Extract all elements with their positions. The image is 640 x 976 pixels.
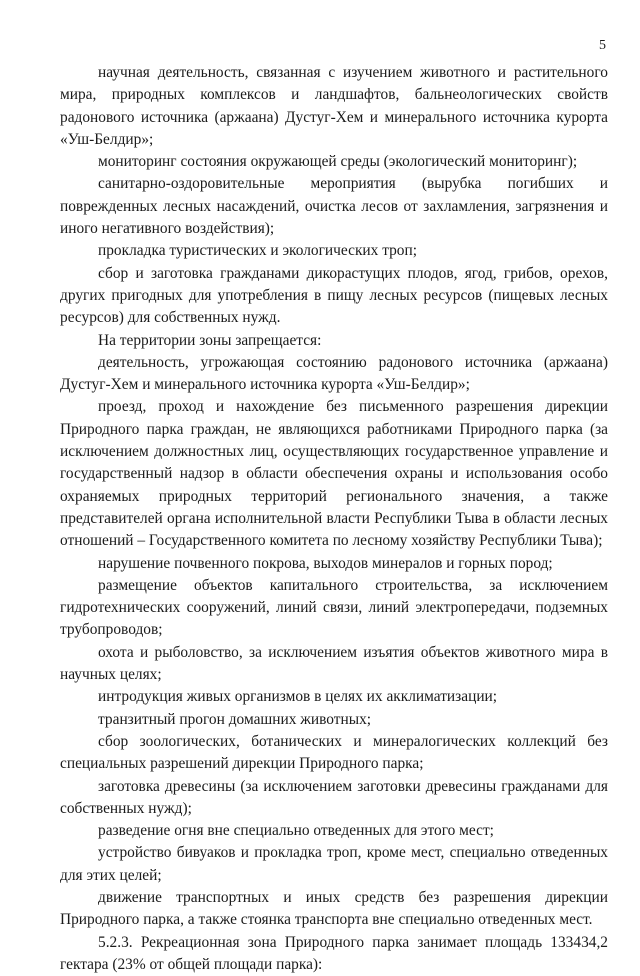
paragraph: транзитный прогон домашних животных; (98, 710, 372, 728)
paragraph: устройство бивуаков и прокладка троп, кроме мест, специально отведенных для этих целей; (60, 844, 608, 884)
paragraph: научная деятельность, связанная с изучением животного и растительного мира, природных комплексов и ландшафтов, бальнеологических свойств радонового источника (аржаана) Дустуг-Хем и минерального источника курорта «Уш-Белдир»; (60, 64, 608, 148)
paragraph: мониторинг состояния окружающей среды (экологический мониторинг); (98, 153, 578, 171)
paragraph: проезд, проход и нахождение без письменного разрешения дирекции Природного парка граждан, не являющихся работниками Природного парка (за исключением должностных лиц, осуществляющих государственное управление и государственный надзор в области обеспечения охраны и использования особо охраняемых природных территорий регионального значения, а также представителей органа исполнительной власти Республики Тыва в области лесных отношений – Государственного комитета по лесному хозяйству Республики Тыва); (60, 398, 608, 550)
paragraph: интродукция живых организмов в целях их акклиматизации; (98, 688, 498, 706)
paragraph: 5.2.3. Рекреационная зона Природного парка занимает площадь 133434,2 гектара (23% от общей площади парка): (60, 933, 608, 973)
page-number: 5 (599, 38, 606, 53)
paragraph: санитарно-оздоровительные мероприятия (вырубка погибших и поврежденных лесных насаждений, очистка лесов от захламления, загрязнения и иного негативного воздействия); (60, 175, 608, 238)
paragraph: деятельность, угрожающая состоянию радонового источника (аржаана) Дустуг-Хем и минерального источника курорта «Уш-Белдир»; (60, 353, 608, 394)
paragraph: сбор зоологических, ботанических и минералогических коллекций без специальных разрешений дирекции Природного парка; (60, 732, 608, 773)
section-heading: На территории зоны запрещается: (98, 331, 322, 349)
paragraph: охота и рыболовство, за исключением изъятия объектов животного мира в научных целях; (60, 643, 608, 684)
paragraph: прокладка туристических и экологических троп; (98, 242, 418, 260)
paragraph: нарушение почвенного покрова, выходов минералов и горных пород; (98, 554, 553, 572)
paragraph: заготовка древесины (за исключением заготовки древесины гражданами для собственных нужд); (60, 777, 608, 817)
paragraph: сбор и заготовка гражданами дикорастущих плодов, ягод, грибов, орехов, других пригодных для употребления в пищу лесных ресурсов (пищевых лесных ресурсов) для собственных нужд. (60, 264, 608, 327)
paragraph: движение транспортных и иных средств без разрешения дирекции Природного парка, а также стоянка транспорта вне специально отведенных мест. (60, 888, 608, 929)
document-body (60, 62, 608, 976)
paragraph: размещение объектов капитального строительства, за исключением гидротехнических сооружений, линий связи, линий электропередачи, подземных трубопроводов; (60, 576, 608, 639)
paragraph: разведение огня вне специально отведенных для этого мест; (98, 822, 494, 840)
